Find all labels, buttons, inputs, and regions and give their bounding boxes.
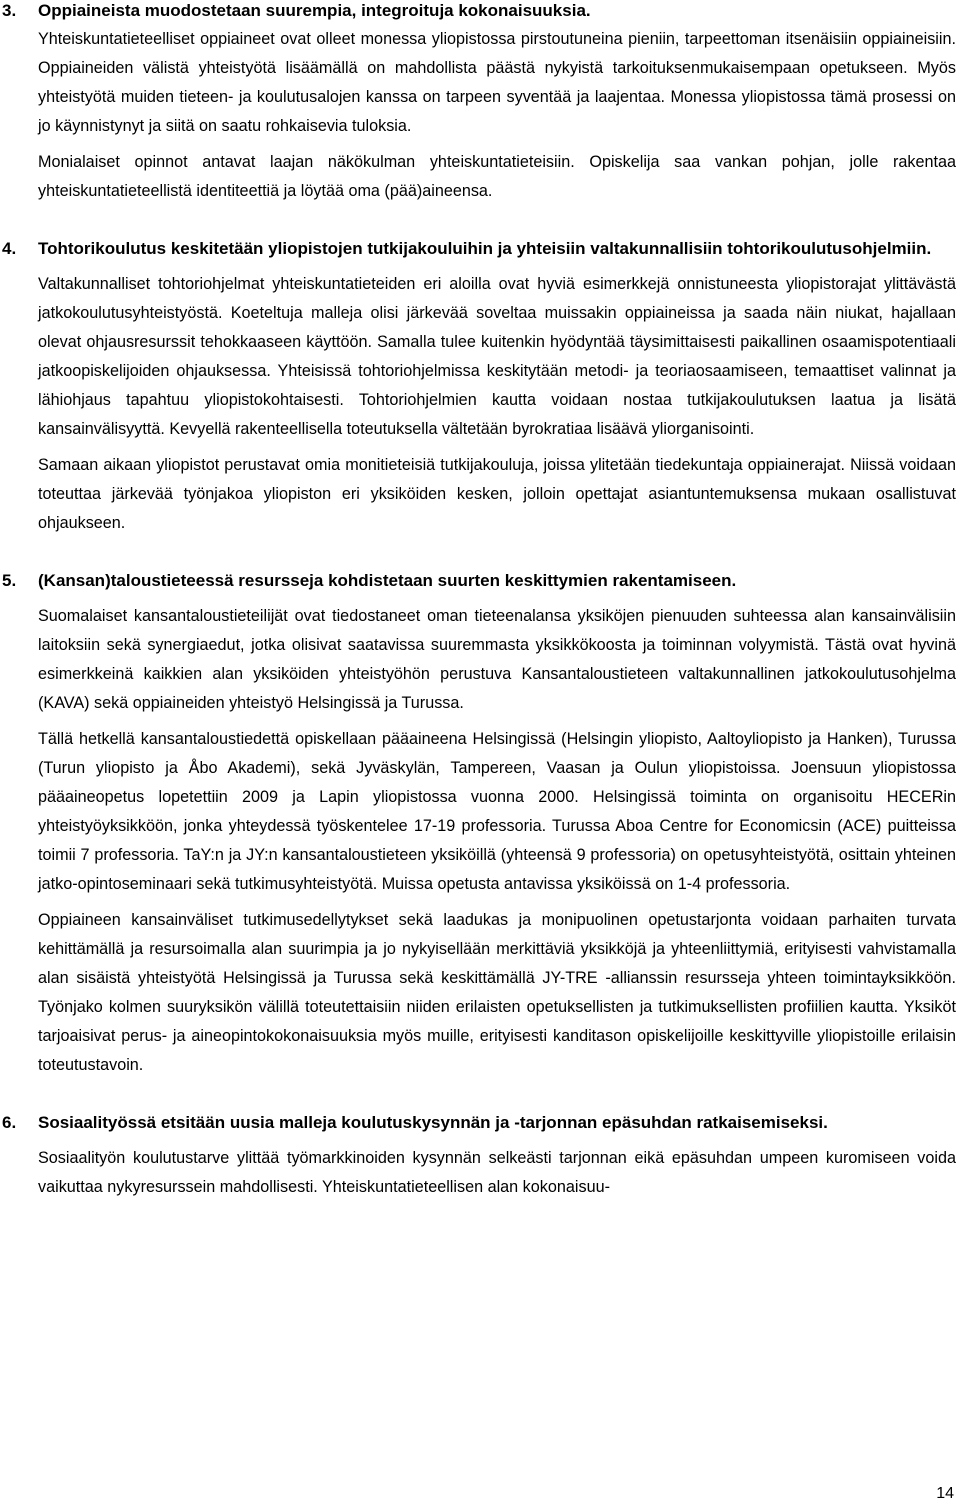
section-heading xyxy=(0,566,960,595)
section-5 xyxy=(0,566,960,1080)
paragraph: Oppiaineen kansainväliset tutkimusedellytykset sekä laadukas ja monipuolinen opetustarjonta voidaan parhaiten turvata kehittämällä ja resursoimalla alan suurimpia ja jo nykyisellään merkittäviä yksikköjä ja yhteenliittymiä, erityisesti vahvistamalla alan sisäistä yhteistyötä Helsingissä ja Turussa sekä keskittämällä JY-TRE -allianssin resursseja yhteen toimintayksikköön. Työnjako kolmen suuryksikön välillä toteutettaisiin niiden erilaisten opetuksellisten ja tutkimuksellisten profiilien kautta. Yksiköt tarjoaisivat perus- ja aineopintokokonaisuuksia myös muille, erityisesti kanditason opiskelijoille keskittyville yliopistoille erilaisin toteutustavoin. xyxy=(38,911,956,1074)
paragraph: Tällä hetkellä kansantaloustiedettä opiskellaan pääaineena Helsingissä (Helsingin yliopisto, Aaltoyliopisto ja Hanken), Turussa (Turun yliopisto ja Åbo Akademi), sekä Jyväskylän, Tampereen, Vaasan ja Oulun yliopistoissa. Joensuun yliopistossa pääaineopetus lopetettiin 2009 ja Lapin yliopistossa vuonna 2000. Helsingissä toiminta on organisoitu HECERin yhteistyöyksikköön, jonka yhteydessä työskentelee 17-19 professoria. Turussa Aboa Centre for Economicsin (ACE) puitteissa toimii 7 professoria. TaY:n ja JY:n kansantaloustieteen yksiköillä (yhteensä 9 professoria) on opetusyhteistyötä, osittain yhteinen jatko-opintoseminaari sekä tutkimusyhteistyötä. Muissa opetusta antavissa yksiköissä on 1-4 professoria. xyxy=(38,730,956,893)
section-title: (Kansan)taloustieteessä resursseja kohdistetaan suurten keskittymien rakentamiseen. xyxy=(38,571,737,590)
section-4 xyxy=(0,234,960,538)
section-heading xyxy=(0,1108,960,1137)
paragraph: Suomalaiset kansantaloustieteilijät ovat tiedostaneet oman tieteenalansa yksiköjen pienuuden suhteessa alan kansainvälisiin laitoksiin sekä synergiaedut, jotka olisivat saatavissa suuremmasta yksikkökoosta ja toiminnan volyymistä. Tästä ovat hyvinä esimerkkeinä kaikkien alan yksiköiden yhteistyöhön perustuva Kansantaloustieteen valtakunnallinen jatkokoulutusohjelma (KAVA) sekä oppiaineiden yhteistyö Helsingissä ja Turussa. xyxy=(38,607,956,712)
page-number: 14 xyxy=(936,1485,954,1502)
section-title: Tohtorikoulutus keskitetään yliopistojen tutkijakouluihin ja yhteisiin valtakunnallisiin tohtorikoulutusohjelmiin. xyxy=(38,239,932,258)
paragraph: Valtakunnalliset tohtoriohjelmat yhteiskuntatieteiden eri aloilla ovat hyviä esimerkkejä onnistuneesta yliopistorajat ylittävästä jatkokoulutusyhteistyöstä. Koeteltuja malleja olisi järkevää soveltaa muissakin oppiaineissa ja saada näin niukat, hajallaan olevat ohjausresurssit tehokkaaseen käyttöön. Samalla tulee kuitenkin hyödyntää täysimittaisesti paikallinen osaamispotentiaali jatkoopiskelijoiden ohjauksessa. Yhteisissä tohtoriohjelmissa keskitytään metodi- ja teoriaosaamiseen, temaattiset valinnat ja lähiohjaus tapahtuu yliopistokohtaisesti. Tohtoriohjelmien kautta voidaan nostaa tutkijakoulutuksen laatua ja lisätä kansainvälisyyttä. Kevyellä rakenteellisella toteutuksella vältetään byrokratiaa lisäävä yliorganisointi. xyxy=(38,275,956,438)
section-3 xyxy=(0,0,960,206)
section-title: Oppiaineista muodostetaan suurempia, integroituja kokonaisuuksia. xyxy=(38,1,591,20)
section-6 xyxy=(0,1108,960,1202)
section-number: 4. xyxy=(2,239,17,258)
paragraph: Monialaiset opinnot antavat laajan näkökulman yhteiskuntatieteisiin. Opiskelija saa vankan pohjan, jolle rakentaa yhteiskuntatieteellistä identiteettiä ja löytää oma (pää)aineensa. xyxy=(38,153,956,200)
section-number: 3. xyxy=(2,1,17,20)
section-title: Sosiaalityössä etsitään uusia malleja koulutuskysynnän ja -tarjonnan epäsuhdan ratkaisemiseksi. xyxy=(38,1113,828,1132)
section-number: 6. xyxy=(2,1113,17,1132)
paragraph: Yhteiskuntatieteelliset oppiaineet ovat olleet monessa yliopistossa pirstoutuneina pieniin, tarpeettoman itsenäisiin oppiaineisiin. Oppiaineiden välistä yhteistyötä lisäämällä on mahdollista päästä nykyistä tarkoituksenmukaisempaan opetukseen. Myös yhteistyötä muiden tieteen- ja koulutusalojen kanssa on tarpeen syventää ja laajentaa. Monessa yliopistossa tämä prosessi on jo käynnistynyt ja siitä on saatu rohkaisevia tuloksia. xyxy=(38,30,956,135)
section-number: 5. xyxy=(2,571,17,590)
paragraph: Samaan aikaan yliopistot perustavat omia monitieteisiä tutkijakouluja, joissa ylitetään tiedekuntaja oppiainerajat. Niissä voidaan toteuttaa järkevää työnjakoa yliopiston eri yksiköiden kesken, jolloin opettajat asiantuntemuksensa mukaan osallistuvat ohjaukseen. xyxy=(38,456,956,532)
section-heading xyxy=(0,0,960,25)
paragraph: Sosiaalityön koulutustarve ylittää työmarkkinoiden kysynnän selkeästi tarjonnan eikä epäsuhdan umpeen kuromiseen voida vaikuttaa nykyresurssein mahdollisesti. Yhteiskuntatieteellisen alan kokonaisuu- xyxy=(38,1149,956,1196)
section-heading xyxy=(0,234,960,263)
